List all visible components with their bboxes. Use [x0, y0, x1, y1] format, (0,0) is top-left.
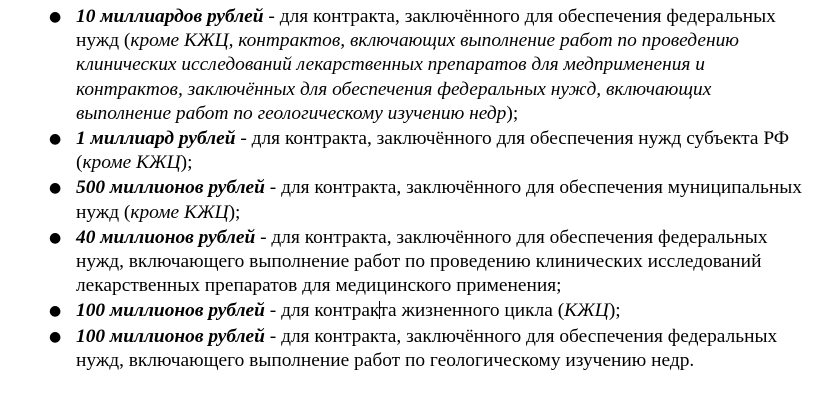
bullet-icon: ● [49, 131, 62, 148]
italic-note: КЖЦ [564, 300, 609, 322]
amount-label: 100 миллионов рублей [76, 325, 265, 347]
italic-note: кроме КЖЦ, контрактов, включающих выполнение работ по проведению клинических исследований лекарственных препаратов для медприменения и контрактов, заключённых для обеспечения федеральных нужд, включающих выполнение работ по геологическому изучению недр [76, 30, 739, 124]
amount-label: 500 миллионов рублей [76, 177, 265, 199]
list-item [0, 325, 819, 373]
amount-label: 40 миллионов рублей [76, 226, 256, 248]
separator: - [235, 128, 252, 150]
amount-label: 10 миллиардов рублей [76, 6, 264, 27]
item-text: для контракта, заключённого для обеспечения нужд субъекта РФ ( [76, 128, 790, 174]
item-text: для контрак [281, 300, 380, 322]
list-item [0, 226, 819, 299]
bullet-icon: ● [49, 328, 62, 345]
item-text: для контракта, заключённого для обеспечения федеральных нужд ( [76, 6, 776, 52]
list-item [0, 299, 819, 323]
italic-note: кроме КЖЦ [82, 152, 181, 174]
item-text-cont: та жизненного цикла ( [379, 300, 565, 322]
separator: - [264, 300, 282, 322]
bullet-icon: ● [49, 180, 62, 197]
document-body [0, 5, 819, 374]
bullet-icon: ● [49, 303, 62, 320]
separator: - [264, 177, 282, 199]
separator: - [255, 226, 272, 248]
bullet-list [0, 5, 819, 373]
item-text-end: ); [506, 102, 519, 124]
bullet-icon: ● [49, 229, 62, 246]
item-text-end: ); [228, 201, 241, 223]
bullet-icon: ● [49, 9, 62, 25]
list-item [0, 5, 819, 126]
item-text: для контракта, заключённого для обеспечения федеральных нужд, включающего выполнение работ по проведению клинических исследований лекарственных препаратов для медицинского применения; [76, 226, 768, 297]
item-text: для контракта, заключённого для обеспечения федеральных нужд, включающего выполнение работ по геологическому изучению недр. [76, 325, 778, 371]
list-item [0, 127, 819, 175]
item-text: для контракта, заключённого для обеспечения муниципальных нужд ( [76, 177, 802, 223]
separator: - [263, 6, 280, 27]
item-text-end: ); [180, 152, 193, 174]
list-item [0, 176, 819, 224]
separator: - [264, 325, 282, 347]
amount-label: 1 миллиард рублей [76, 128, 236, 150]
amount-label: 100 миллионов рублей [76, 300, 265, 322]
italic-note: кроме КЖЦ [130, 201, 229, 223]
item-text-end: ); [608, 300, 621, 322]
